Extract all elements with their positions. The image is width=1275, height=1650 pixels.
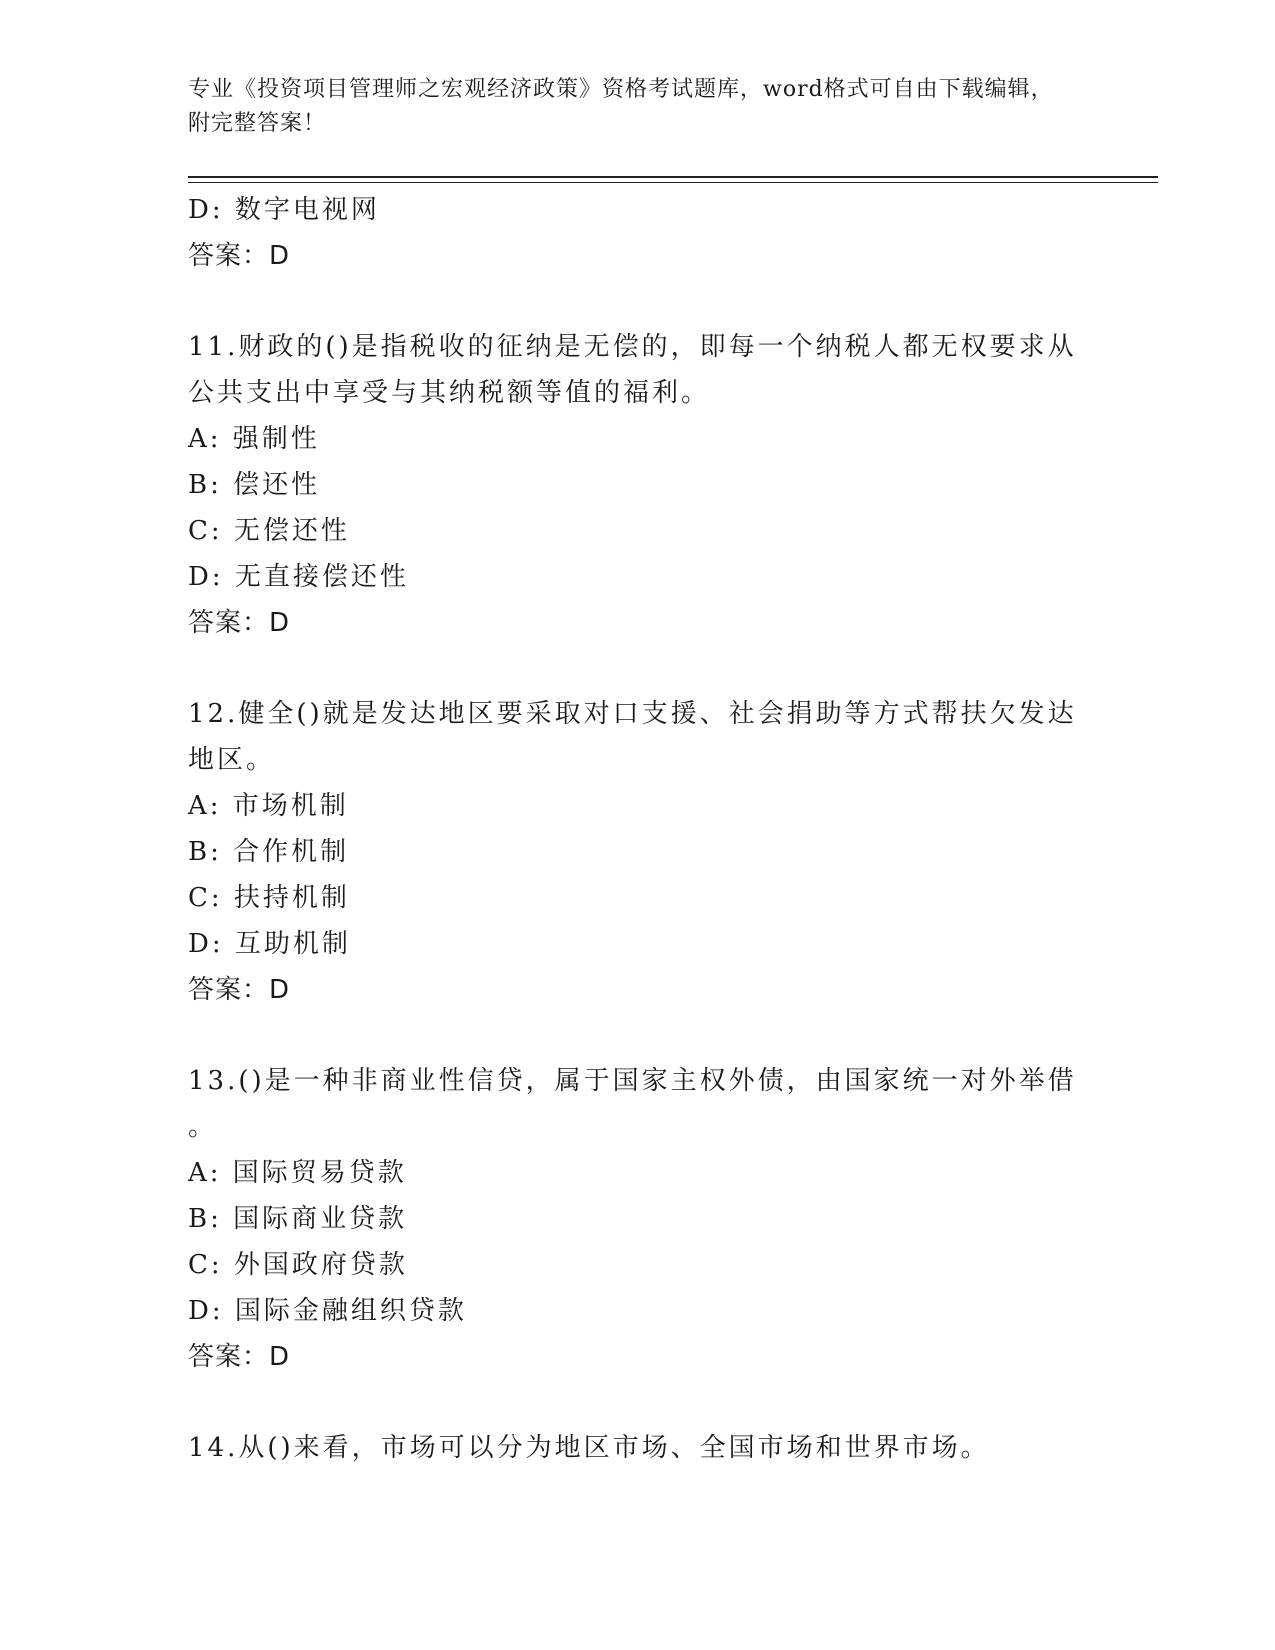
- option-a: A: 市场机制: [188, 791, 349, 821]
- question-12: [188, 691, 1088, 1013]
- answer: 答案：D: [188, 1342, 291, 1372]
- option-d: D: 数字电视网: [188, 195, 380, 225]
- option-d: D: 国际金融组织贷款: [188, 1296, 467, 1326]
- option-b: B: 合作机制: [188, 837, 350, 867]
- option-c: C: 扶持机制: [188, 883, 350, 913]
- question-stem: 12.健全()就是发达地区要采取对口支援、社会捐助等方式帮扶欠发达: [188, 699, 1077, 729]
- question-stem-continued: 。: [188, 1112, 218, 1142]
- answer: 答案：D: [188, 241, 291, 271]
- answer: 答案：D: [188, 608, 291, 638]
- option-b: B: 国际商业贷款: [188, 1204, 408, 1234]
- question-10-tail: [188, 187, 1088, 279]
- question-stem-continued: 公共支出中享受与其纳税额等值的福利。: [188, 378, 711, 408]
- question-stem-continued: 地区。: [188, 745, 276, 775]
- header-divider: [188, 176, 1158, 178]
- header-divider-thin: [188, 182, 1158, 183]
- question-list: [188, 187, 1088, 1471]
- question-14: [188, 1425, 1088, 1471]
- option-b: B: 偿还性: [188, 470, 321, 500]
- option-c: C: 外国政府贷款: [188, 1250, 408, 1280]
- document-header: 专业《投资项目管理师之宏观经济政策》资格考试题库，word格式可自由下载编辑，附完整答案！: [188, 77, 1054, 136]
- option-a: A: 强制性: [188, 424, 320, 454]
- question-stem: 13.()是一种非商业性信贷，属于国家主权外债，由国家统一对外举借: [188, 1066, 1077, 1096]
- answer: 答案：D: [188, 975, 291, 1005]
- option-d: D: 无直接偿还性: [188, 562, 409, 592]
- question-stem: 14.从()来看，市场可以分为地区市场、全国市场和世界市场。: [188, 1433, 990, 1463]
- question-13: [188, 1058, 1088, 1380]
- option-c: C: 无偿还性: [188, 516, 350, 546]
- question-stem: 11.财政的()是指税收的征纳是无偿的，即每一个纳税人都无权要求从: [188, 332, 1077, 362]
- option-d: D: 互助机制: [188, 929, 351, 959]
- option-a: A: 国际贸易贷款: [188, 1158, 407, 1188]
- question-11: [188, 324, 1088, 646]
